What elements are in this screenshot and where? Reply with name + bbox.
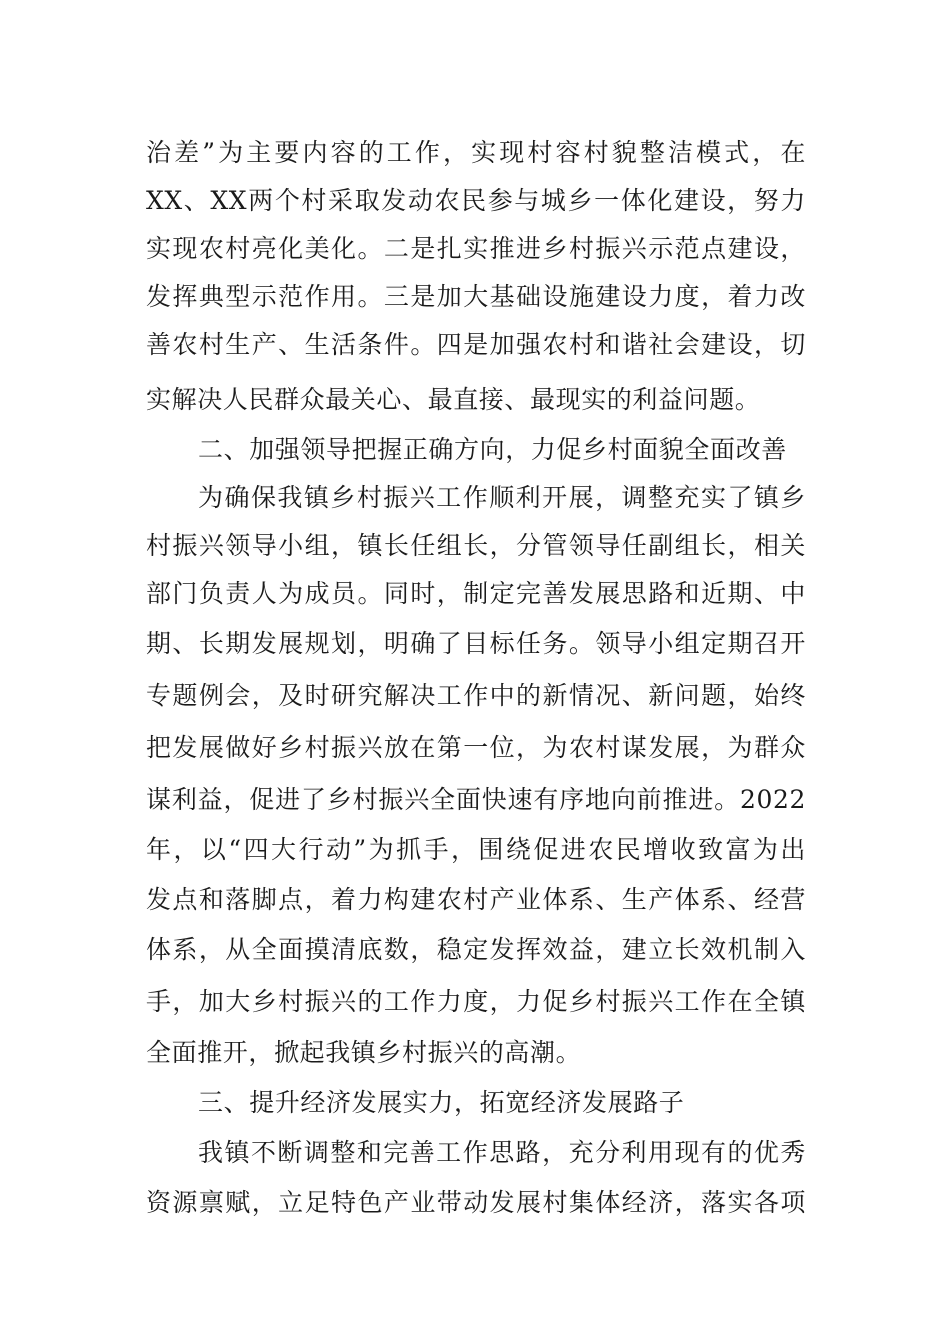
text-line: 资源禀赋，立足特色产业带动发展村集体经济，落实各项 <box>146 1188 806 1217</box>
text-line: 手，加大乡村振兴的工作力度，力促乡村振兴工作在全镇 <box>146 987 806 1016</box>
paragraph-first-line: 为确保我镇乡村振兴工作顺利开展，调整充实了镇乡 <box>198 483 806 512</box>
text-line: 期、长期发展规划，明确了目标任务。领导小组定期召开 <box>146 629 806 658</box>
text-line: 体系，从全面摸清底数，稳定发挥效益，建立长效机制入 <box>146 935 806 964</box>
text-line: 谋利益，促进了乡村振兴全面快速有序地向前推进。2022 <box>146 785 806 814</box>
text-line: 部门负责人为成员。同时，制定完善发展思路和近期、中 <box>146 579 806 608</box>
text-line: 实解决人民群众最关心、最直接、最现实的利益问题。 <box>146 385 761 414</box>
text-line: 发挥典型示范作用。三是加大基础设施建设力度，着力改 <box>146 282 806 311</box>
text-line: 治差”为主要内容的工作，实现村容村貌整洁模式，在 <box>146 138 806 167</box>
text-line: 年，以“四大行动”为抓手，围绕促进农民增收致富为出 <box>146 835 806 864</box>
text-line: 专题例会，及时研究解决工作中的新情况、新问题，始终 <box>146 681 806 710</box>
text-line: 善农村生产、生活条件。四是加强农村和谐社会建设，切 <box>146 330 806 359</box>
text-line: 村振兴领导小组，镇长任组长，分管领导任副组长，相关 <box>146 531 806 560</box>
section-heading: 二、加强领导把握正确方向，力促乡村面貌全面改善 <box>198 435 787 464</box>
paragraph-first-line: 我镇不断调整和完善工作思路，充分利用现有的优秀 <box>198 1138 806 1167</box>
text-line: XX、XX两个村采取发动农民参与城乡一体化建设，努力 <box>146 186 806 215</box>
text-line: 把发展做好乡村振兴放在第一位，为农村谋发展，为群众 <box>146 733 806 762</box>
section-heading: 三、提升经济发展实力，拓宽经济发展路子 <box>198 1088 685 1117</box>
text-line: 发点和落脚点，着力构建农村产业体系、生产体系、经营 <box>146 885 806 914</box>
text-line: 实现农村亮化美化。二是扎实推进乡村振兴示范点建设， <box>146 234 806 263</box>
text-line: 全面推开，掀起我镇乡村振兴的高潮。 <box>146 1038 582 1067</box>
